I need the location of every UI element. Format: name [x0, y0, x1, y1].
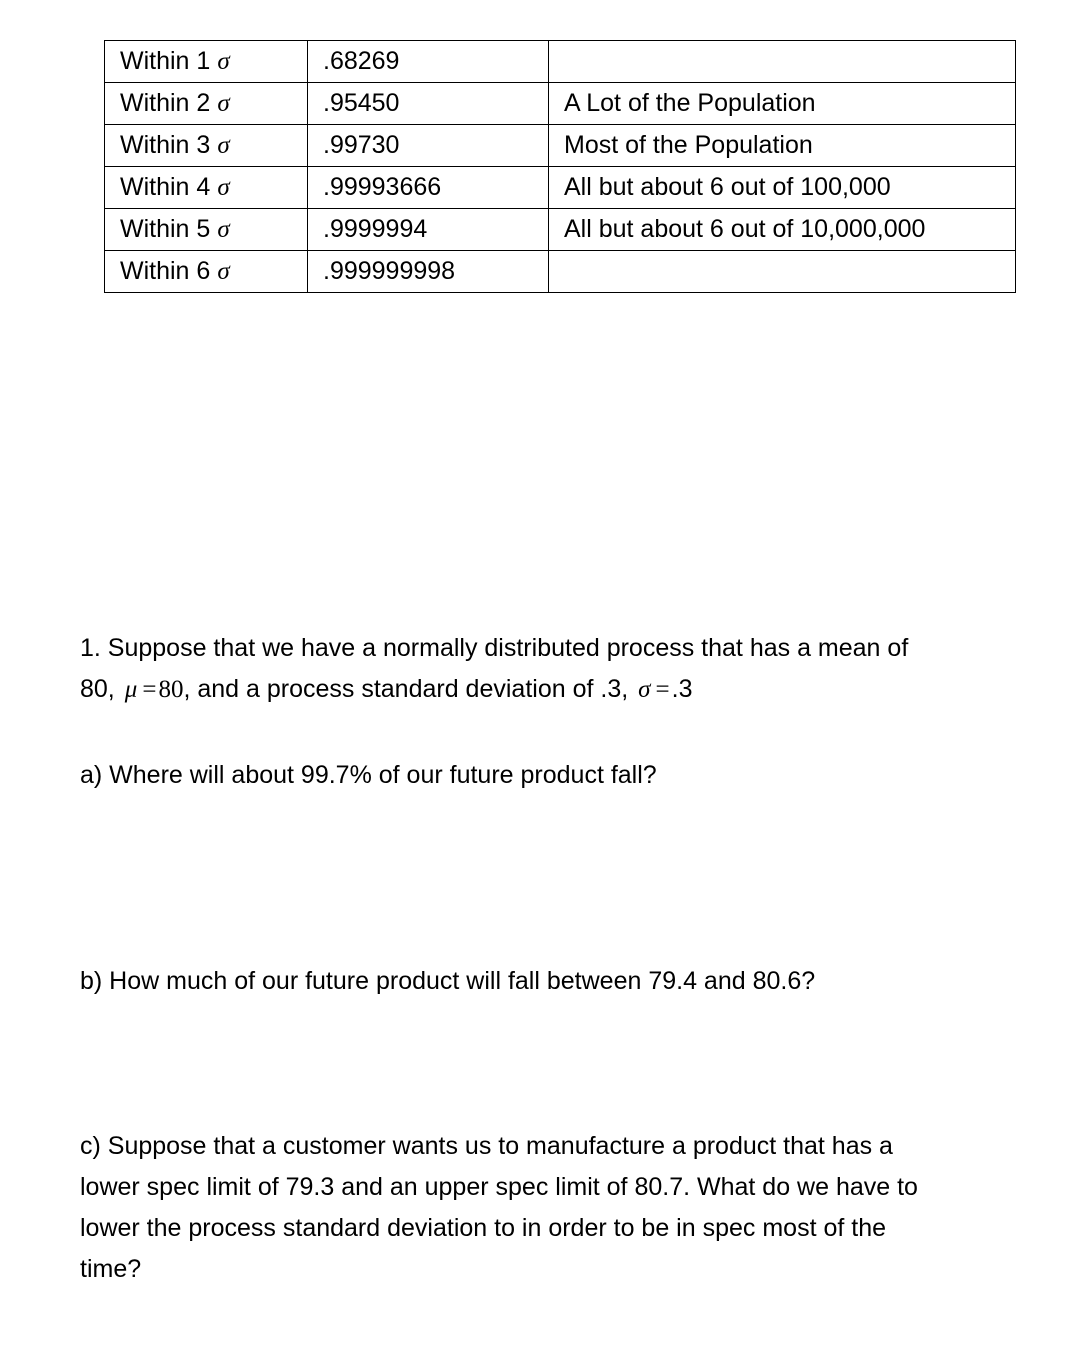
row-description: A Lot of the Population	[549, 83, 1016, 125]
sigma-symbol: σ	[217, 216, 230, 243]
mu-symbol: μ	[124, 676, 138, 703]
row-value: .9999994	[308, 209, 549, 251]
row-label: Within 5 σ	[105, 209, 308, 251]
sigma-symbol: σ	[638, 676, 651, 703]
row-description: Most of the Population	[549, 125, 1016, 167]
row-value: .99993666	[308, 167, 549, 209]
row-value: .99730	[308, 125, 549, 167]
row-value: .95450	[308, 83, 549, 125]
question-c-line-2: lower spec limit of 79.3 and an upper spec limit of 80.7. What do we have to	[80, 1173, 918, 1201]
sigma-symbol: σ	[217, 132, 230, 159]
row-label: Within 4 σ	[105, 167, 308, 209]
equals-sign: =	[142, 676, 157, 703]
question-c-line-1: c) Suppose that a customer wants us to manufacture a product that has a	[80, 1132, 893, 1160]
sigma-symbol: σ	[217, 90, 230, 117]
question-c-line-3: lower the process standard deviation to in order to be in spec most of the	[80, 1214, 887, 1242]
sigma-value: .3	[671, 675, 693, 703]
question-b: b) How much of our future product will fall between 79.4 and 80.6?	[80, 967, 816, 995]
row-label: Within 3 σ	[105, 125, 308, 167]
row-label: Within 1 σ	[105, 41, 308, 83]
sigma-table	[104, 40, 1016, 293]
problem-1-line-1: 1. Suppose that we have a normally distributed process that has a mean of	[80, 634, 909, 662]
row-description: All but about 6 out of 10,000,000	[549, 209, 1016, 251]
problem-1-statement	[80, 628, 1020, 710]
mu-value: 80	[158, 676, 184, 703]
table-row	[105, 125, 1016, 167]
question-c	[80, 1126, 1020, 1290]
problem-1-line-2: 80, μ =80, and a process standard deviation of .3, σ =.3	[80, 675, 693, 703]
sigma-symbol: σ	[217, 48, 230, 75]
sigma-symbol: σ	[217, 258, 230, 285]
row-label: Within 2 σ	[105, 83, 308, 125]
question-a: a) Where will about 99.7% of our future product fall?	[80, 761, 657, 789]
row-description	[549, 41, 1016, 83]
table-row	[105, 167, 1016, 209]
table-row	[105, 251, 1016, 293]
row-description: All but about 6 out of 100,000	[549, 167, 1016, 209]
question-c-line-4: time?	[80, 1255, 142, 1283]
row-value: .999999998	[308, 251, 549, 293]
sigma-symbol: σ	[217, 174, 230, 201]
row-value: .68269	[308, 41, 549, 83]
equals-sign: =	[655, 676, 670, 703]
row-description	[549, 251, 1016, 293]
table-row	[105, 41, 1016, 83]
table-row	[105, 83, 1016, 125]
row-label: Within 6 σ	[105, 251, 308, 293]
table-row	[105, 209, 1016, 251]
